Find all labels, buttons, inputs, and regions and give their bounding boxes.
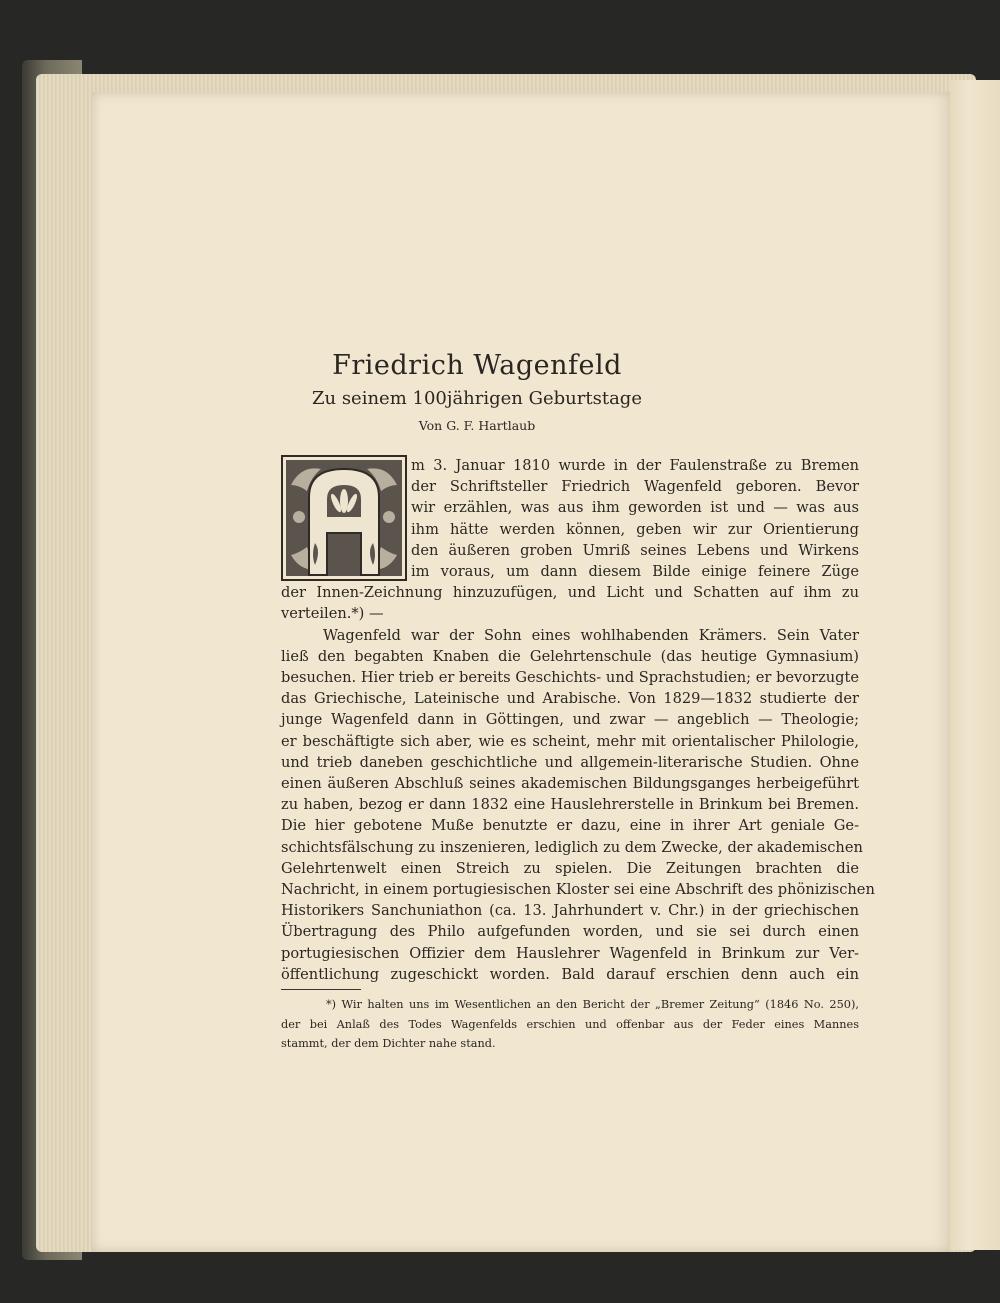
body-line: Historikers Sanchuniathon (ca. 13. Jahrhundert v. Chr.) in der griechischen [281,902,859,920]
body-line: zu haben, bezog er dann 1832 eine Hauslehrerstelle in Brinkum bei Bremen. [281,796,859,814]
footnote-line: der bei Anlaß des Todes Wagenfelds erschien und offenbar aus der Feder eines Mannes [281,1017,859,1031]
article-title: Friedrich Wagenfeld [332,350,622,381]
footnote-line: *) Wir halten uns im Wesentlichen an den Bericht der „Bremer Zeitung“ (1846 No. 250), [326,998,859,1011]
article-body [281,455,875,985]
body-line: m 3. Januar 1810 wurde in der Faulenstraße zu Bremen [411,457,859,474]
body-line: der Schriftsteller Friedrich Wagenfeld geboren. Bevor [411,478,859,496]
body-line: Nachricht, in einem portugiesischen Kloster sei eine Abschrift des phönizischen [281,881,875,899]
body-line: Gelehrtenwelt einen Streich zu spielen. Die Zeitungen brachten die [281,859,859,877]
article-byline: Von G. F. Hartlaub [418,418,536,433]
footnote [281,995,859,1054]
body-line: Übertragung des Philo aufgefunden worden, und sie sei durch einen [281,923,859,941]
body-line: Wagenfeld war der Sohn eines wohlhabenden Krämers. Sein Vater [323,626,859,644]
footnote-line: stammt, der dem Dichter nahe stand. [281,1037,496,1050]
body-line: im voraus, um dann diesem Bilde einige feinere Züge [411,563,859,581]
body-line: besuchen. Hier trieb er bereits Geschichts- und Sprachstudien; er bevorzugte [281,669,859,687]
article-subtitle: Zu seinem 100jährigen Geburtstage [312,388,642,409]
body-line: den äußeren groben Umriß seines Lebens und Wirkens [411,541,859,559]
body-line: das Griechische, Lateinische und Arabische. Von 1829—1832 studierte der [281,690,859,708]
body-line: ließ den begabten Knaben die Gelehrtenschule (das heutige Gymnasium) [281,647,859,665]
body-line: Die hier gebotene Muße benutzte er dazu, eine in ihrer Art geniale Ge- [281,817,859,835]
body-line: der Innen-Zeichnung hinzuzufügen, und Licht und Schatten auf ihm zu [281,584,859,602]
footnote-rule [281,989,361,990]
body-line: ihm hätte werden können, geben wir zur Orientierung [411,520,859,538]
body-line: und trieb daneben geschichtliche und allgemein-literarische Studien. Ohne [281,753,859,771]
body-line: einen äußeren Abschluß seines akademischen Bildungsganges herbeigeführt [281,775,859,793]
body-line: wir erzählen, was aus ihm geworden ist und — was aus [411,499,859,517]
body-line: er beschäftigte sich aber, wie es scheint, mehr mit orientalischer Philologie, [281,732,859,750]
body-line: schichtsfälschung zu inszenieren, lediglich zu dem Zwecke, der akademischen [281,838,863,856]
facing-page-edge [948,80,1000,1250]
body-line: öffentlichung zugeschickt worden. Bald darauf erschien denn auch ein [281,965,859,983]
body-line: portugiesischen Offizier dem Hauslehrer Wagenfeld in Brinkum zur Ver- [281,944,859,962]
body-line: verteilen.*) — [281,605,384,623]
book-page [92,92,950,1252]
body-line: junge Wagenfeld dann in Göttingen, und zwar — angeblich — Theologie; [281,711,859,729]
